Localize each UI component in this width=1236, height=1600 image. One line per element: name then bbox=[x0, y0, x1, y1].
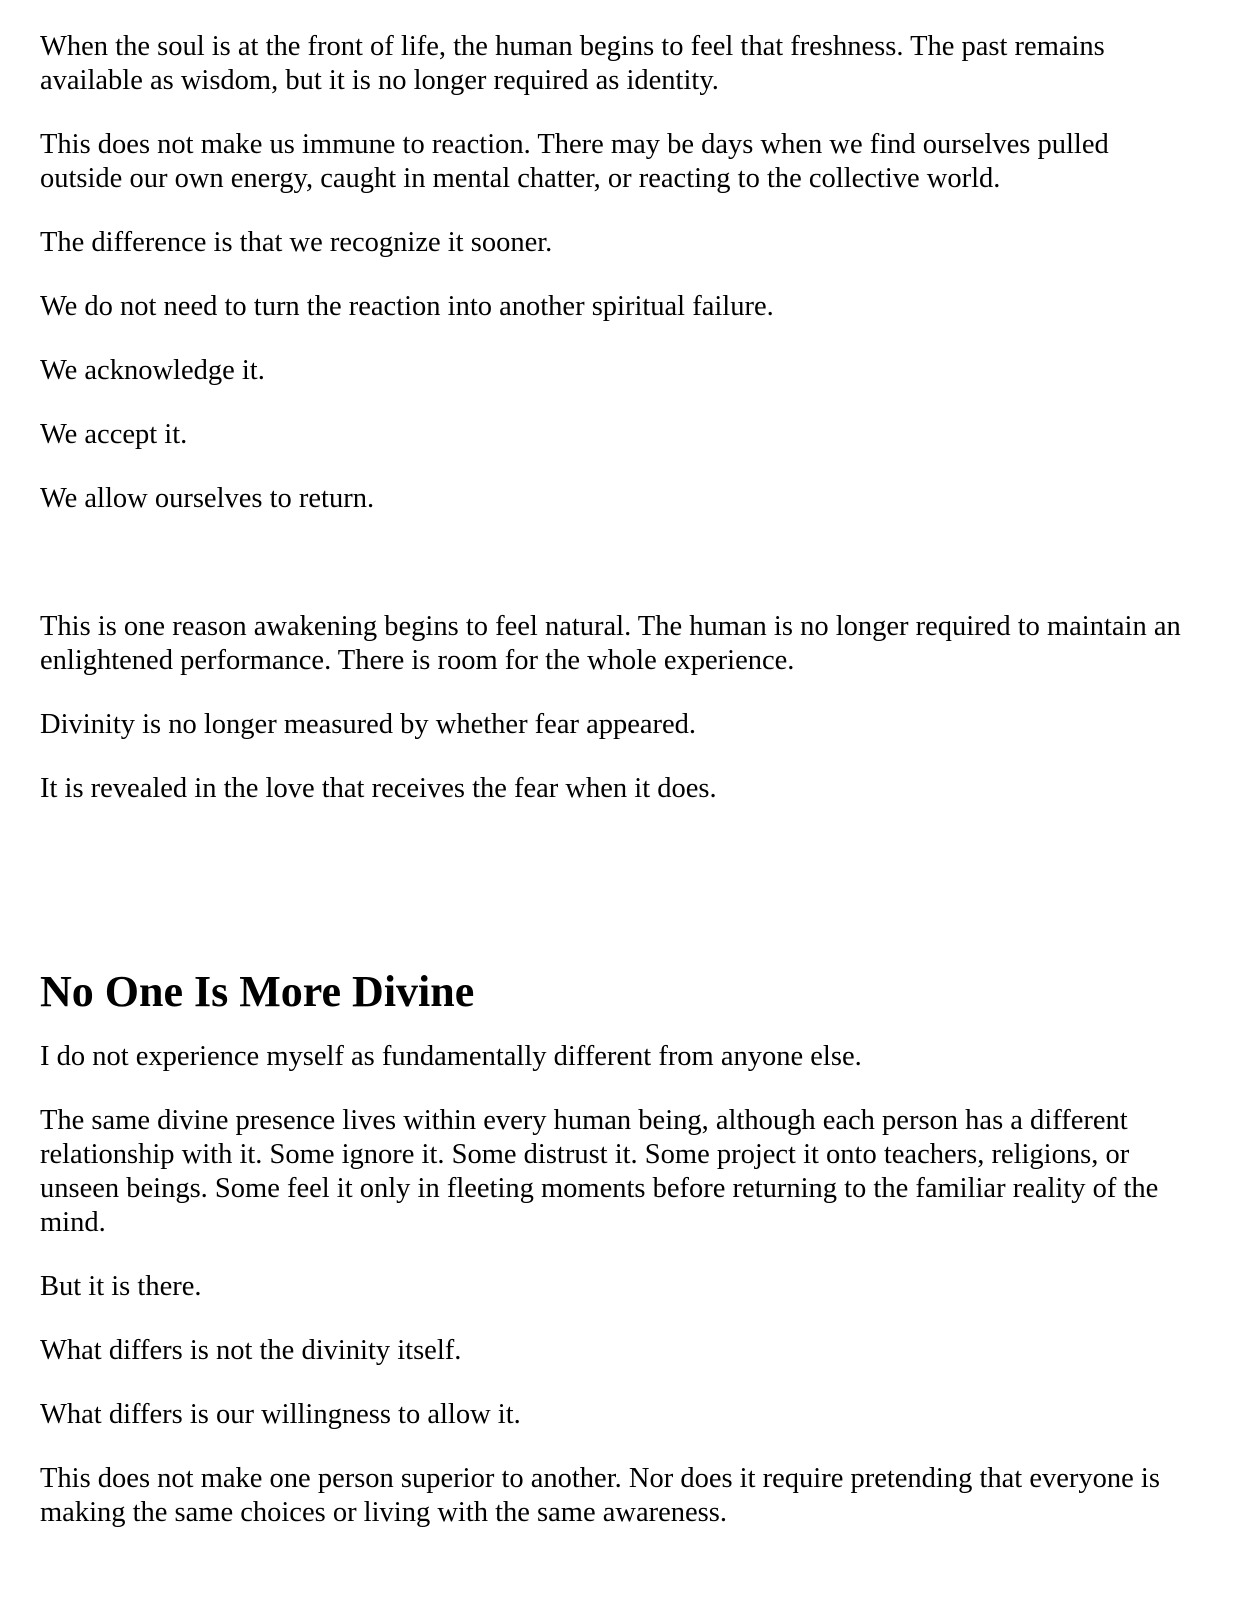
paragraph: When the soul is at the front of life, the human begins to feel that freshness. The past remains available as wisdom, but it is no longer required as identity. bbox=[40, 31, 1105, 96]
paragraph: This does not make us immune to reaction. There may be days when we find ourselves pulled outside our own energy, caught in mental chatter, or reacting to the collective world. bbox=[40, 129, 1109, 194]
paragraph: I do not experience myself as fundamentally different from anyone else. bbox=[40, 1041, 862, 1072]
section-no-one-more-divine bbox=[40, 966, 1196, 1530]
paragraph: The difference is that we recognize it sooner. bbox=[40, 227, 553, 258]
section-intro bbox=[40, 30, 1196, 516]
paragraph: We do not need to turn the reaction into another spiritual failure. bbox=[40, 291, 774, 322]
paragraph: This does not make one person superior to another. Nor does it require pretending that everyone is making the same choices or living with the same awareness. bbox=[40, 1463, 1160, 1528]
paragraph: What differs is our willingness to allow it. bbox=[40, 1399, 521, 1430]
paragraph: Divinity is no longer measured by whether fear appeared. bbox=[40, 709, 697, 740]
section-awakening bbox=[40, 610, 1196, 806]
paragraph: We acknowledge it. bbox=[40, 355, 265, 386]
paragraph: It is revealed in the love that receives the fear when it does. bbox=[40, 773, 717, 804]
paragraph: What differs is not the divinity itself. bbox=[40, 1335, 462, 1366]
paragraph: The same divine presence lives within every human being, although each person has a different relationship with it. Some ignore it. Some distrust it. Some project it onto teachers, religions, or unseen beings. Some feel it only in fleeting moments before returning to the familiar reality of the mind. bbox=[40, 1105, 1159, 1238]
paragraph: We accept it. bbox=[40, 419, 188, 450]
paragraph: We allow ourselves to return. bbox=[40, 483, 375, 514]
paragraph: This is one reason awakening begins to feel natural. The human is no longer required to maintain an enlightened performance. There is room for the whole experience. bbox=[40, 611, 1181, 676]
section-heading: No One Is More Divine bbox=[40, 967, 475, 1016]
paragraph: But it is there. bbox=[40, 1271, 202, 1302]
